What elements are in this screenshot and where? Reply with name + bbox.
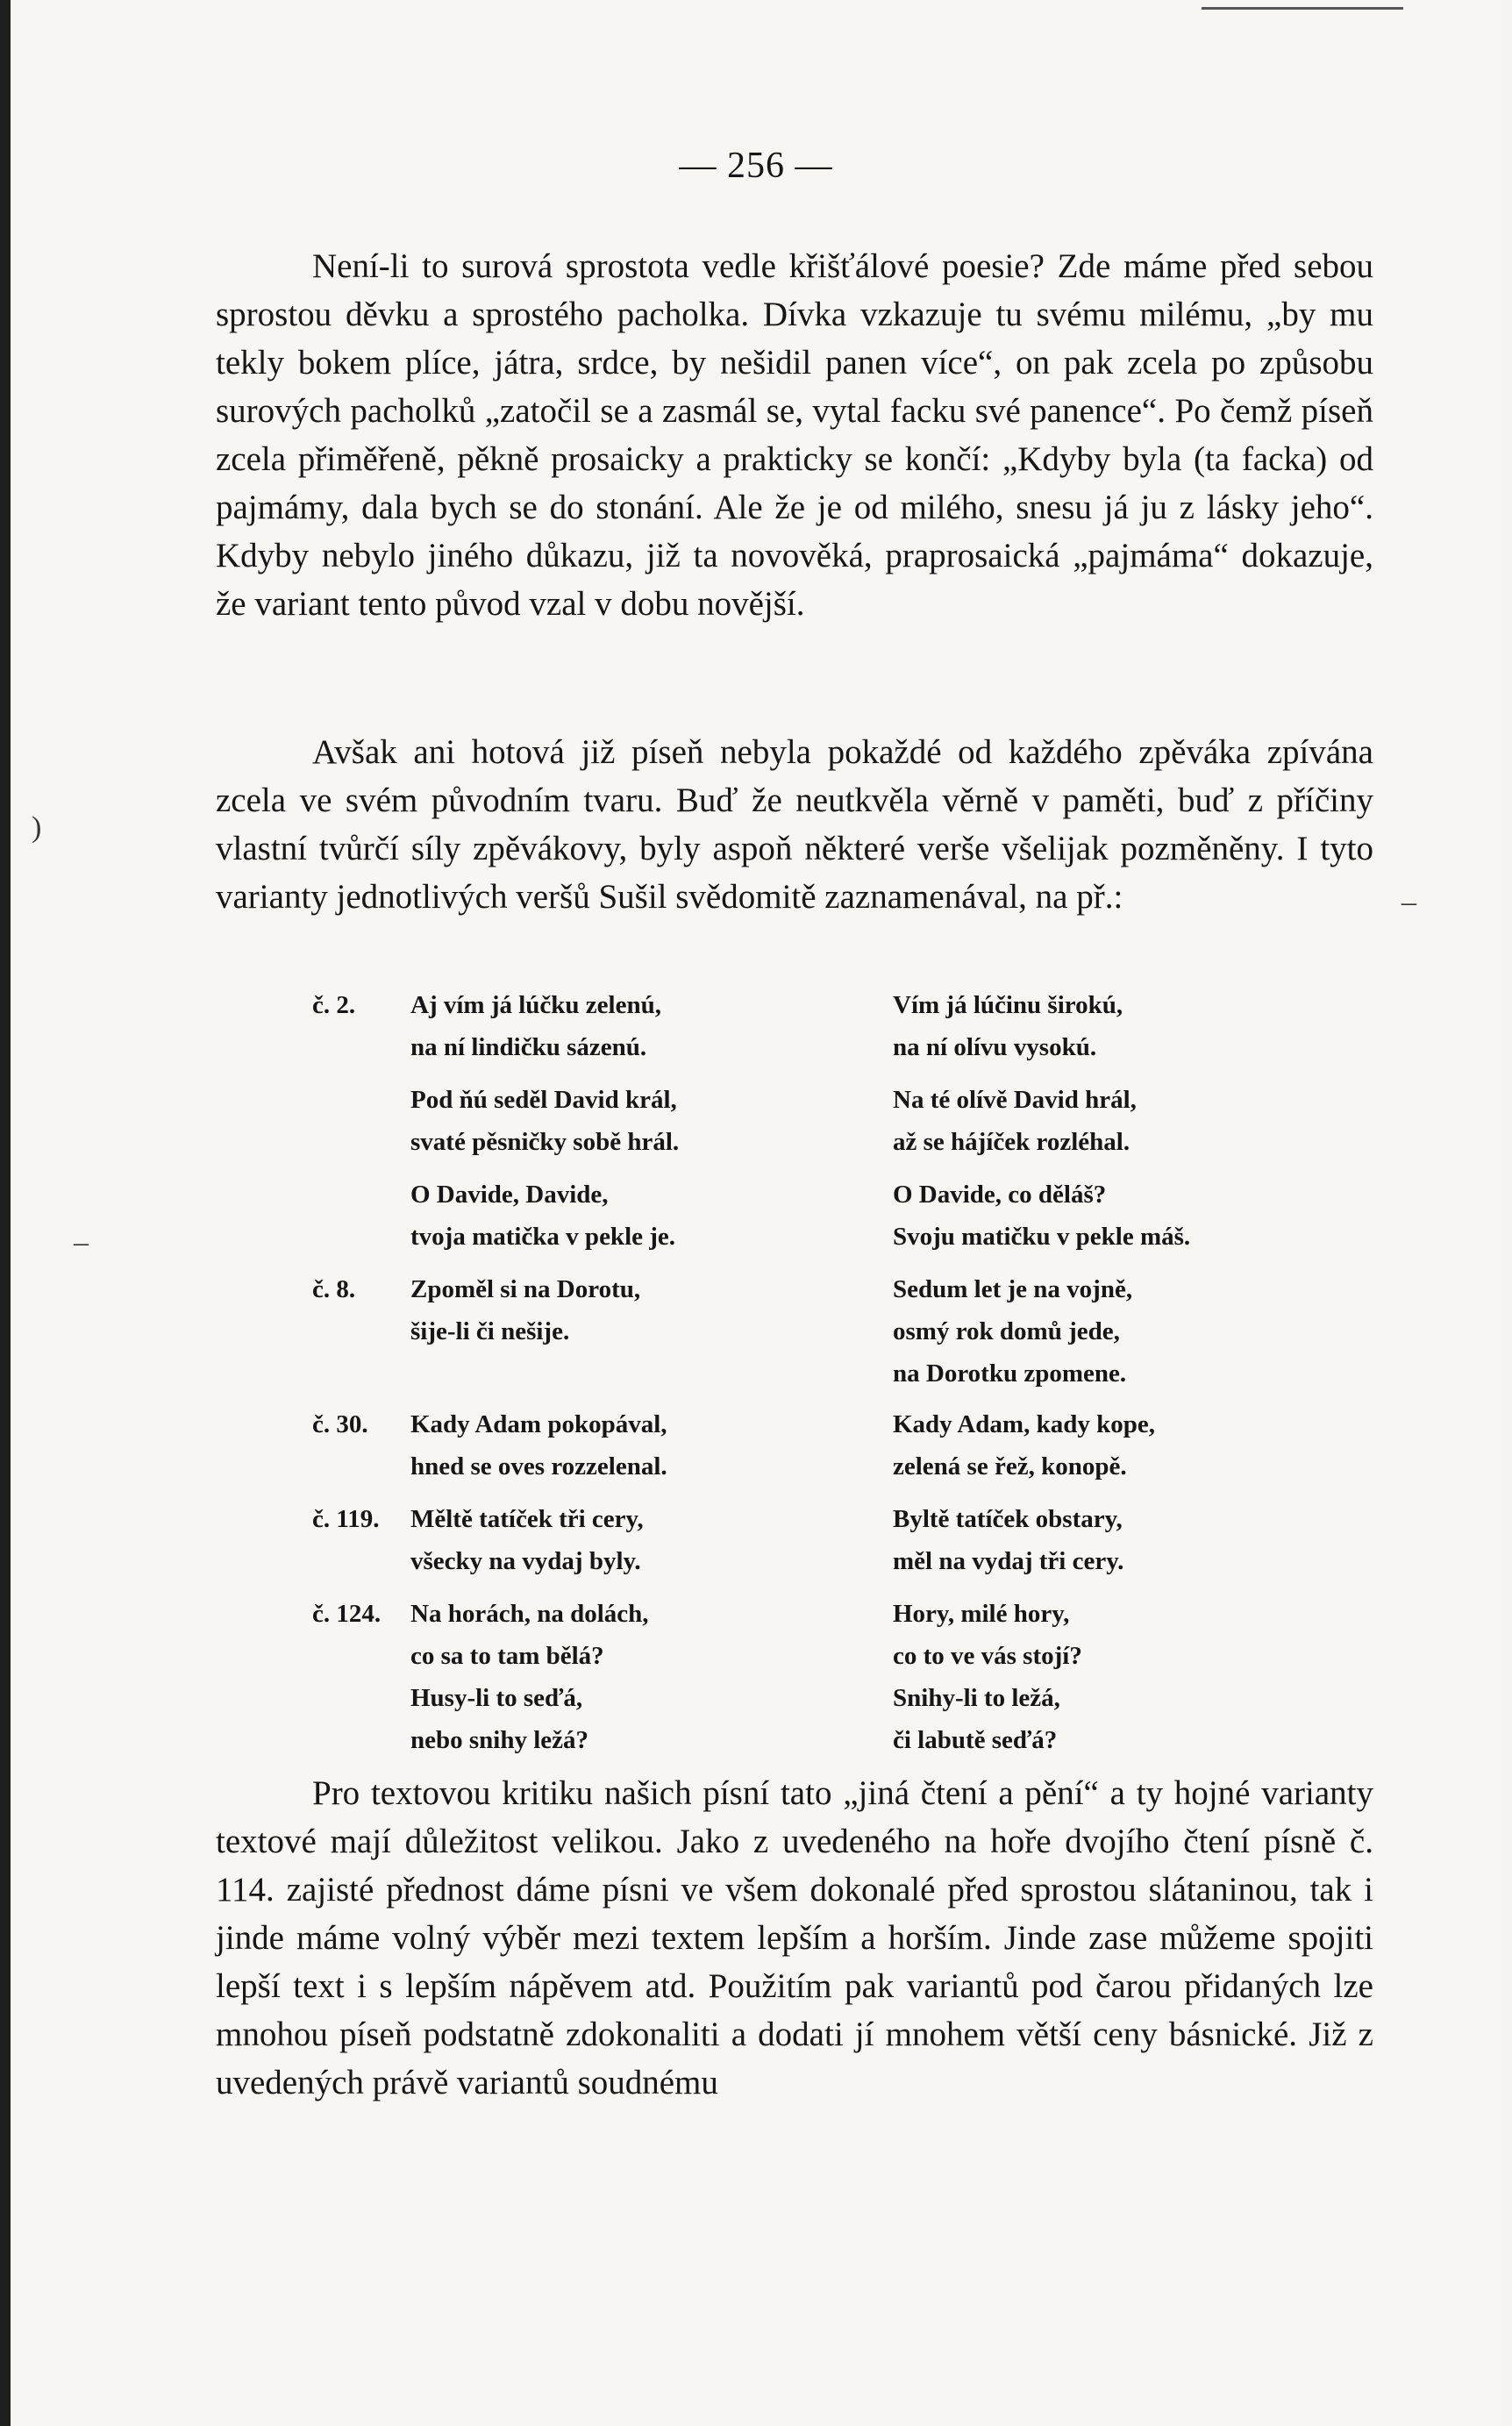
song-number: č. 30. xyxy=(312,1410,368,1438)
variant-left xyxy=(410,984,902,1068)
margin-dash-mark: – xyxy=(1401,886,1416,918)
verse-line: Snihy-li to ležá, xyxy=(893,1684,1060,1712)
verse-line: tvoja matička v pekle je. xyxy=(410,1223,676,1251)
verse-line: na ní olívu vysokú. xyxy=(893,1033,1097,1061)
verse-line: Na té olívě David hrál, xyxy=(893,1086,1137,1114)
paragraph-1 xyxy=(216,242,1373,628)
verse-line: Zpoměl si na Dorotu, xyxy=(410,1275,641,1303)
paragraph-text: Pro textovou kritiku našich písní tato „jiná čtení a pění“ a ty hojné varianty textové mají důležitost velikou. Jako z uvedeného na hoře dvojího čtení písně č. 114. zajisté přednost dáme písni ve všem dokonalé před sprostou slátaninou, tak i jinde máme volný výběr mezi textem lepším a horším. Jinde zase můžeme spojiti lepší text i s lepším nápěvem atd. Použitím pak variantů pod čarou přidaných lze mnohou píseň podstatně zdokonaliti a dodati jí mnohem větší ceny básnické. Již z uvedených právě variantů soudnému xyxy=(216,1774,1373,2101)
verse-line: Pod ňú seděl David král, xyxy=(410,1086,677,1114)
verse-line: všecky na vydaj byly. xyxy=(410,1547,641,1575)
verse-line: na ní lindičku sázenú. xyxy=(410,1033,647,1061)
verse-line: nebo snihy ležá? xyxy=(410,1726,589,1754)
variant-right xyxy=(893,1498,1349,1582)
paragraph-2 xyxy=(216,728,1373,921)
paragraph-3 xyxy=(216,1769,1373,2107)
verse-line: Kady Adam pokopával, xyxy=(410,1410,667,1438)
verse-line: Svoju matičku v pekle máš. xyxy=(893,1223,1191,1251)
verse-line: Sedum let je na vojně, xyxy=(893,1275,1133,1303)
verse-line: O Davide, Davide, xyxy=(410,1181,609,1209)
variant-right xyxy=(893,1593,1349,1761)
song-number: č. 8. xyxy=(312,1275,356,1303)
verse-line: O Davide, co děláš? xyxy=(893,1181,1107,1209)
page-number: — 256 — xyxy=(679,146,833,186)
variant-left xyxy=(410,1174,902,1258)
top-rule xyxy=(1202,7,1403,10)
scan-edge-left xyxy=(0,0,11,2426)
verse-line: osmý rok domů jede, xyxy=(893,1317,1120,1345)
verse-line: Kady Adam, kady kope, xyxy=(893,1410,1155,1438)
verse-line: Vím já lúčinu širokú, xyxy=(893,991,1123,1019)
variant-right xyxy=(893,1268,1349,1395)
margin-dash-mark: – xyxy=(74,1226,89,1259)
verse-line: Husy-li to seďá, xyxy=(410,1684,583,1712)
verse-line: Aj vím já lúčku zelenú, xyxy=(410,991,661,1019)
verse-line: šije-li či nešije. xyxy=(410,1317,570,1345)
song-number: č. 119. xyxy=(312,1505,380,1533)
variant-left xyxy=(410,1268,902,1352)
variant-left xyxy=(410,1498,902,1582)
paragraph-text: Avšak ani hotová již píseň nebyla pokaždé od každého zpěváka zpívána zcela ve svém původním tvaru. Buď že neutkvěla věrně v paměti, buď z příčiny vlastní tvůrčí síly zpěvákovy, byly aspoň některé verše všelijak pozměněny. I tyto varianty jednotlivých veršů Sušil svědomitě zaznamenával, na př.: xyxy=(216,733,1373,916)
verse-line: Hory, milé hory, xyxy=(893,1600,1070,1628)
verse-line: či labutě seďá? xyxy=(893,1726,1058,1754)
verse-line: hned se oves rozzelenal. xyxy=(410,1452,667,1481)
verse-line: svaté pěsničky sobě hrál. xyxy=(410,1128,680,1156)
margin-bracket-mark: ) xyxy=(32,811,42,844)
variant-left xyxy=(410,1079,902,1163)
variant-right xyxy=(893,1403,1349,1488)
verse-line: na Dorotku zpomene. xyxy=(893,1359,1127,1388)
variant-left xyxy=(410,1593,902,1761)
variant-right xyxy=(893,1079,1349,1163)
song-number: č. 124. xyxy=(312,1600,382,1628)
verse-line: zelená se řež, konopě. xyxy=(893,1452,1127,1481)
verse-line: Měltě tatíček tři cery, xyxy=(410,1505,644,1533)
variant-right xyxy=(893,984,1349,1068)
verse-line: měl na vydaj tři cery. xyxy=(893,1547,1124,1575)
variant-left xyxy=(410,1403,902,1488)
song-number: č. 2. xyxy=(312,991,356,1019)
verse-line: co sa to tam bělá? xyxy=(410,1642,604,1670)
verse-line: Byltě tatíček obstary, xyxy=(893,1505,1123,1533)
paragraph-text: Není-li to surová sprostota vedle křišťálové poesie? Zde máme před sebou sprostou děvku a sprostého pacholka. Dívka vzkazuje tu svému milému, „by mu tekly bokem plíce, játra, srdce, by nešidil panen více“, on pak zcela po způsobu surových pacholků „zatočil se a zasmál se, vytal facku své panence“. Po čemž píseň zcela přiměřeně, pěkně prosaicky a prakticky se končí: „Kdyby byla (ta facka) od pajmámy, dala bych se do stonání. Ale že je od milého, snesu já ju z lásky jeho“. Kdyby nebylo jiného důkazu, již ta novověká, praprosaická „pajmáma“ dokazuje, že variant tento původ vzal v dobu novější. xyxy=(216,247,1373,623)
verse-line: co to ve vás stojí? xyxy=(893,1642,1082,1670)
verse-line: až se hájíček rozléhal. xyxy=(893,1128,1130,1156)
verse-line: Na horách, na dolách, xyxy=(410,1600,649,1628)
variant-right xyxy=(893,1174,1349,1258)
